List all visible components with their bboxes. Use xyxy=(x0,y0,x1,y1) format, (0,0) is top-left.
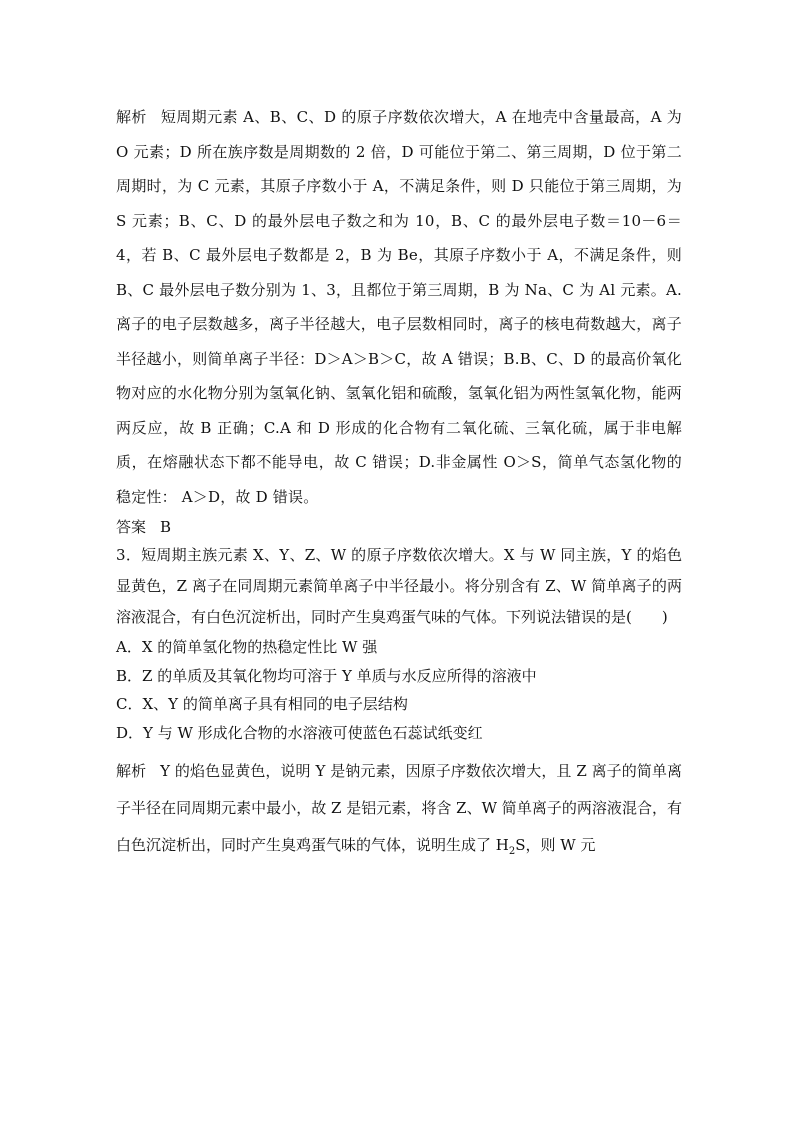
analysis-2-tail: S，则 W 元 xyxy=(515,836,596,854)
analysis-label: 解析 xyxy=(116,108,147,126)
question-3-options xyxy=(116,633,682,747)
option-c: C．X、Y 的简单离子具有相同的电子层结构 xyxy=(116,695,408,713)
option-a: A．X 的简单氢化物的热稳定性比 W 强 xyxy=(116,638,378,656)
document-page xyxy=(116,100,682,870)
analysis-paragraph-2 xyxy=(116,753,682,870)
analysis-label-2: 解析 xyxy=(116,762,147,780)
analysis-text: 短周期元素 A、B、C、D 的原子序数依次增大，A 在地壳中含量最高，A 为 O 元素；D 所在族序数是周期数的 2 倍，D 可能位于第二、第三周期，D 位于第二周期时，为 C 元素，其原子序数小于 A，不满足条件，则 D 只能位于第三周期，为 S 元素；B、C、D 的最外层电子数之和为 10，B、C 的最外层电子数＝10－6＝4，若 B、C 最外层电子数都是 2，B 为 Be，其原子序数小于 A，不满足条件，则 B、C 最外层电子数分别为 1、3，且都位于第三周期，B 为 Na、C 为 Al 元素。A.离子的电子层数越多，离子半径越大，电子层数相同时，离子的核电荷数越大，离子半径越小，则简单离子半径：D＞A＞B＞C，故 A 错误；B.B、C、D 的最高价氧化物对应的水化物分别为氢氧化钠、氢氧化铝和硫酸，氢氧化铝为两性氢氧化物，能两两反应，故 B 正确；C.A 和 D 形成的化合物有二氧化硫、三氧化硫，属于非电解质，在熔融状态下都不能导电，故 C 错误；D.非金属性 O＞S，简单气态氢化物的稳定性： A＞D，故 D 错误。 xyxy=(116,108,682,506)
answer-value: B xyxy=(160,518,172,536)
subscript-2: 2 xyxy=(508,846,516,857)
analysis-paragraph-1 xyxy=(116,100,682,514)
question-3-stem: 3．短周期主族元素 X、Y、Z、W 的原子序数依次增大。X 与 W 同主族，Y 的焰色显黄色，Z 离子在同周期元素简单离子中半径最小。将分别含有 Z、W 简单离子的两溶液混合，有白色沉淀析出，同时产生臭鸡蛋气味的气体。下列说法错误的是( ) xyxy=(116,546,682,626)
option-d: D．Y 与 W 形成化合物的水溶液可使蓝色石蕊试纸变红 xyxy=(116,723,483,742)
answer-label: 答案 xyxy=(116,518,147,536)
option-b: B．Z 的单质及其氧化物均可溶于 Y 单质与水反应所得的溶液中 xyxy=(116,666,537,685)
analysis-2-text: Y 的焰色显黄色，说明 Y 是钠元素，因原子序数依次增大，且 Z 离子的简单离子半径在同周期元素中最小，故 Z 是铝元素，将含 Z、W 简单离子的两溶液混合，有白色沉淀析出，同时产生臭鸡蛋气味的气体，说明生成了 H xyxy=(116,762,682,854)
answer-line xyxy=(116,514,682,540)
